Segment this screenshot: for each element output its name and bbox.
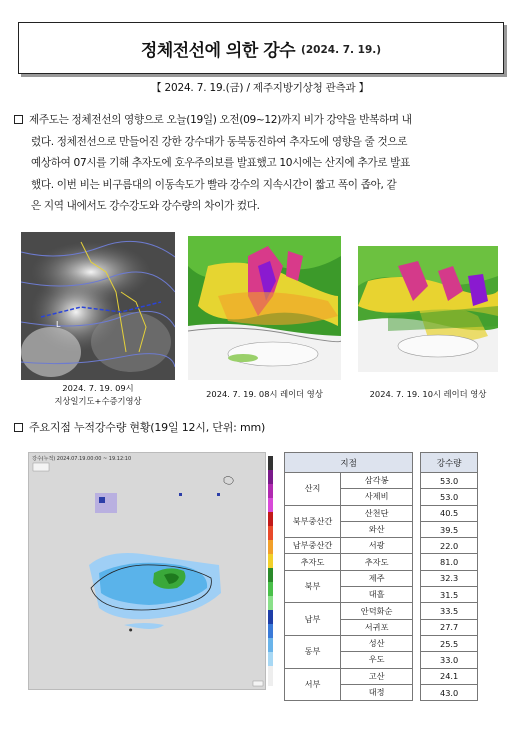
table-cell: 제주: [341, 570, 413, 586]
table-row: [285, 603, 478, 619]
table-cell: 서광: [341, 538, 413, 554]
table-row: [285, 635, 478, 651]
table-cell: 81.0: [421, 554, 478, 570]
table-cell: 안덕화순: [341, 603, 413, 619]
table-cell: 27.7: [421, 619, 478, 635]
rainfall-table: [284, 452, 478, 701]
table-cell: 남부중산간: [285, 538, 341, 554]
table-cell: 43.0: [421, 684, 478, 700]
table-cell: [413, 603, 421, 619]
table-cell: [413, 521, 421, 537]
table-cell: 와산: [341, 521, 413, 537]
table-row: [285, 570, 478, 586]
table-cell: 산지: [285, 473, 341, 506]
map-header-text: 강수(누적) 2024.07.19.00:00 ~ 19.12:10: [32, 456, 132, 462]
svg-text:L: L: [56, 320, 61, 329]
table-row: [285, 473, 478, 489]
table-cell: 사제비: [341, 489, 413, 505]
table-cell: [413, 570, 421, 586]
table-cell: 33.0: [421, 652, 478, 668]
table-cell: 남부: [285, 603, 341, 636]
paragraph-line: 제주도는 정체전선의 영향으로 오늘(19일) 오전(09~12)까지 비가 강약을 반복하며 내: [29, 114, 412, 126]
title-box: [18, 22, 504, 74]
satellite-caption-date: 2024. 7. 19. 09시: [62, 383, 134, 393]
table-cell: 서부: [285, 668, 341, 701]
table-cell: 24.1: [421, 668, 478, 684]
table-cell: 25.5: [421, 635, 478, 651]
table-cell: 31.5: [421, 587, 478, 603]
section2-heading: 주요지점 누적강수량 현황(19일 12시, 단위: mm): [14, 419, 265, 435]
square-bullet-icon: [14, 115, 23, 124]
table-cell: 북부중산간: [285, 505, 341, 538]
satellite-caption-desc: 지상일기도+수증기영상: [54, 396, 142, 406]
paragraph-line: 은 지역 내에서도 강수강도와 강수량의 차이가 컸다.: [31, 200, 260, 212]
table-cell: [413, 619, 421, 635]
table-cell: [413, 635, 421, 651]
paragraph-line: 예상하여 07시를 기해 추자도에 호우주의보를 발표했고 10시에는 산지에 추가로 발표: [31, 157, 410, 169]
table-cell: 북부: [285, 570, 341, 603]
table-row: [285, 538, 478, 554]
radar08-caption: 2024. 7. 19. 08시 레이더 영상: [206, 389, 323, 399]
title-date: (2024. 7. 19.): [301, 43, 382, 56]
radar10-caption: 2024. 7. 19. 10시 레이더 영상: [369, 389, 487, 399]
table-cell: [413, 652, 421, 668]
summary-paragraph: [14, 110, 510, 218]
table-cell: 성산: [341, 635, 413, 651]
paragraph-line: 렸다. 정체전선으로 만들어진 강한 강수대가 동북동진하여 추자도에 영향을 줄 것으로: [31, 135, 408, 148]
table-cell: 53.0: [421, 473, 478, 489]
table-cell: 추자도: [341, 554, 413, 570]
map-legend: [268, 456, 273, 686]
square-bullet-icon: [14, 423, 23, 432]
table-cell: 39.5: [421, 521, 478, 537]
table-cell: [413, 684, 421, 700]
table-row: [285, 668, 478, 684]
table-row: [285, 554, 478, 570]
table-cell: [413, 473, 421, 489]
table-cell: [413, 505, 421, 521]
table-header-point: 지점: [285, 453, 413, 473]
subheader: 【 2024. 7. 19.(금) / 제주지방기상청 관측과 】: [151, 82, 369, 94]
table-cell: 산천단: [341, 505, 413, 521]
radar-image-10: [358, 246, 498, 372]
table-cell: 고산: [341, 668, 413, 684]
table-cell: 32.3: [421, 570, 478, 586]
table-row: [285, 505, 478, 521]
table-cell: [413, 554, 421, 570]
table-cell: [413, 538, 421, 554]
table-cell: 대정: [341, 684, 413, 700]
table-cell: 53.0: [421, 489, 478, 505]
table-cell: 추자도: [285, 554, 341, 570]
radar-image-08: [188, 236, 341, 380]
table-cell: 삼각봉: [341, 473, 413, 489]
table-cell: 대흘: [341, 587, 413, 603]
table-cell: 40.5: [421, 505, 478, 521]
table-cell: 22.0: [421, 538, 478, 554]
table-cell: 33.5: [421, 603, 478, 619]
paragraph-line: 했다. 이번 비는 비구름대의 이동속도가 빨라 강수의 지속시간이 짧고 폭이 좁아, 같: [31, 178, 397, 191]
accumulated-rain-map: [28, 452, 266, 690]
table-header-rain: 강수량: [421, 453, 478, 473]
table-cell: 동부: [285, 635, 341, 668]
table-cell: [413, 453, 421, 473]
table-cell: [413, 489, 421, 505]
table-cell: 우도: [341, 652, 413, 668]
table-cell: 서귀포: [341, 619, 413, 635]
table-cell: [413, 668, 421, 684]
table-cell: [413, 587, 421, 603]
svg-text:●: ●: [129, 627, 133, 632]
page-title: 정체전선에 의한 강수: [140, 40, 296, 61]
satellite-image: [21, 232, 175, 380]
